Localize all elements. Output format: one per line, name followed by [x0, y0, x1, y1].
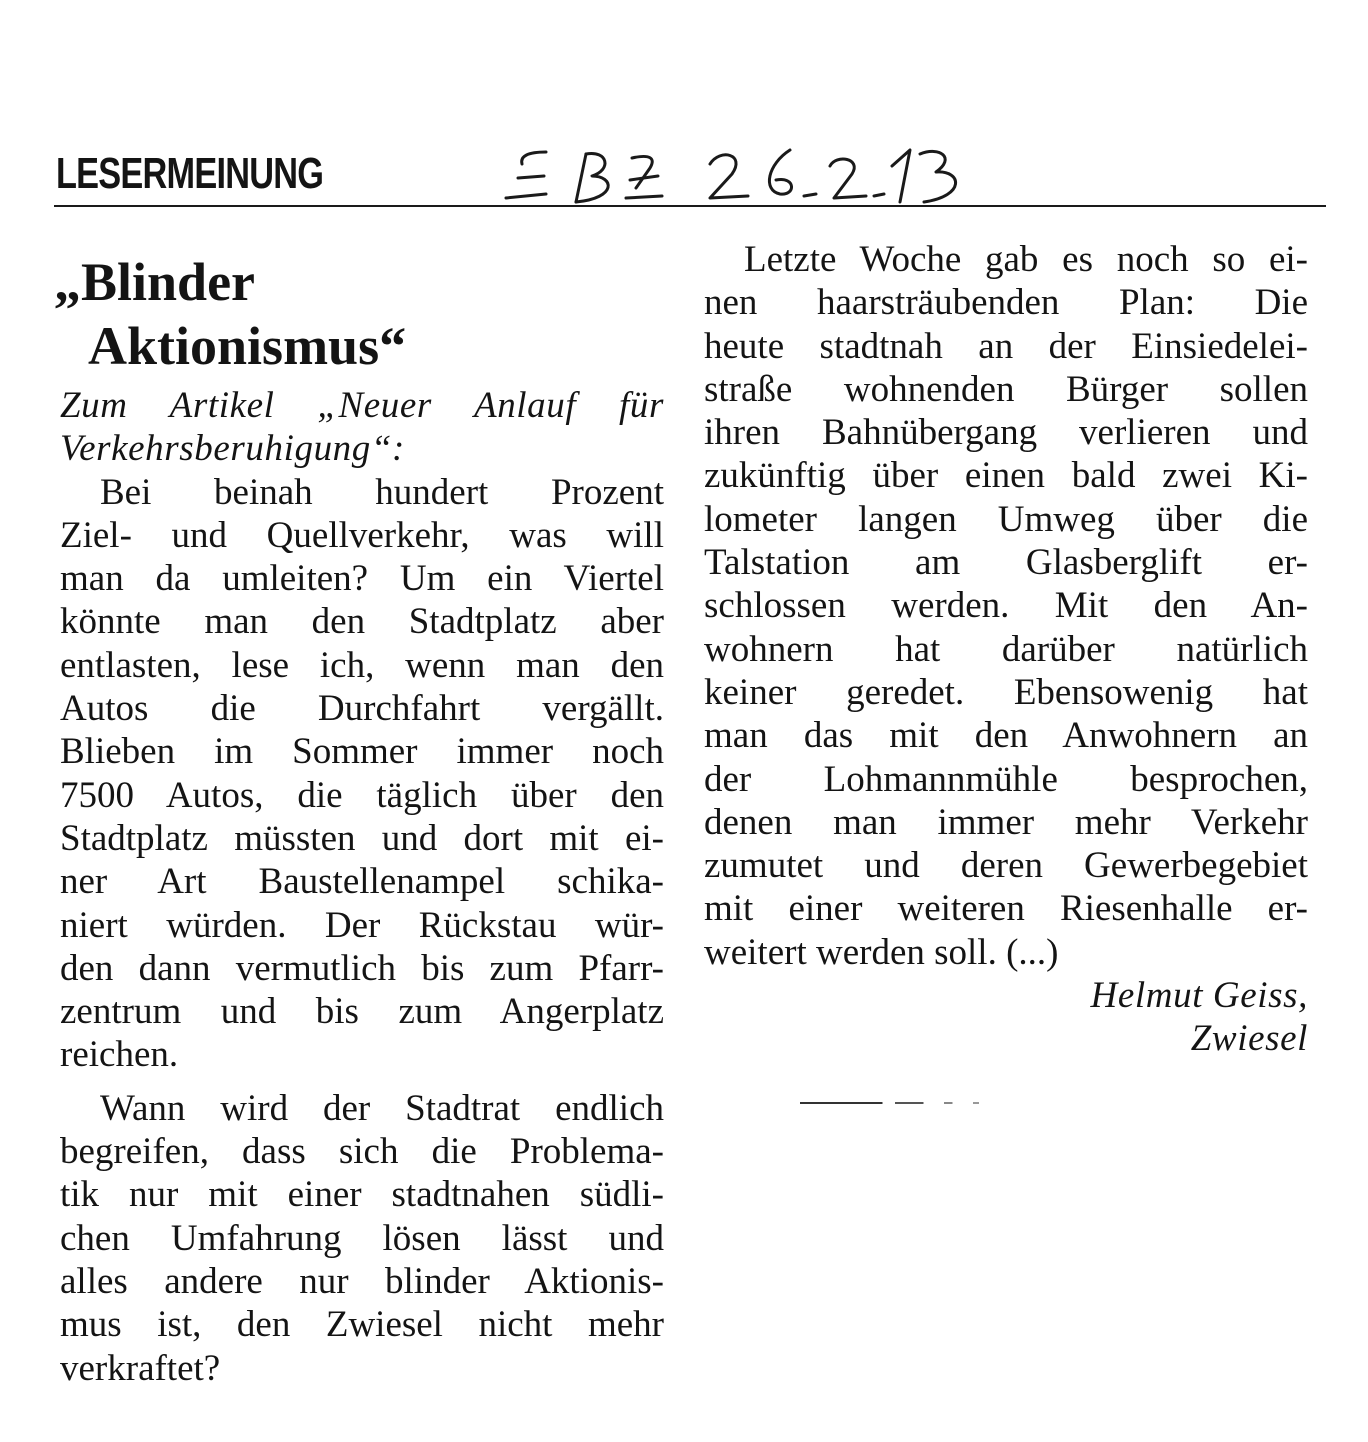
- text-line: den dann vermutlich bis zum Pfarr-: [60, 947, 664, 989]
- text-line: der Lohmannmühle besprochen,: [704, 758, 1308, 800]
- scan-artifact-line: [800, 1102, 1006, 1104]
- header-rule: [54, 205, 1326, 207]
- text-line: chen Umfahrung lösen lässt und: [60, 1217, 664, 1259]
- text-line: Stadtplatz müssten und dort mit ei-: [60, 817, 664, 859]
- text-line: weitert werden soll. (...): [704, 931, 1059, 973]
- text-line: mus ist, den Zwiesel nicht mehr: [60, 1304, 664, 1346]
- text-line: alles andere nur blinder Aktionis-: [60, 1260, 664, 1302]
- text-line: lometer langen Umweg über die: [704, 498, 1308, 540]
- text-line: man das mit den Anwohnern an: [704, 715, 1308, 757]
- text-line: heute stadtnah an der Einsiedelei-: [704, 325, 1308, 367]
- text-line: Bei beinah hundert Prozent: [100, 471, 664, 513]
- headline-line: Aktionismus“: [88, 316, 407, 376]
- text-line: schlossen werden. Mit den An-: [704, 585, 1308, 627]
- text-line: 7500 Autos, die täglich über den: [60, 774, 664, 816]
- left-column: [60, 384, 664, 1390]
- reference-line: Verkehrsberuhigung“:: [60, 428, 405, 470]
- handwritten-date-drawing: [500, 140, 980, 210]
- text-line: keiner geredet. Ebensowenig hat: [704, 671, 1308, 713]
- text-line: verkraftet?: [60, 1347, 221, 1389]
- author-name: Helmut Geiss,: [1090, 975, 1308, 1017]
- text-line: zentrum und bis zum Angerplatz: [60, 991, 664, 1033]
- text-line: Autos die Durchfahrt vergällt.: [60, 688, 664, 730]
- text-line: zukünftig über einen bald zwei Ki-: [704, 455, 1308, 497]
- text-line: tik nur mit einer stadtnahen südli-: [60, 1174, 664, 1216]
- handwritten-date-note: [500, 140, 980, 210]
- author-location: Zwiesel: [1190, 1018, 1308, 1060]
- text-line: ner Art Baustellenampel schika-: [60, 861, 664, 903]
- text-line: man da umleiten? Um ein Viertel: [60, 558, 664, 600]
- section-heading: LESERMEINUNG: [56, 149, 324, 198]
- text-line: denen man immer mehr Verkehr: [704, 801, 1308, 843]
- text-line: wohnern hat darüber natürlich: [704, 628, 1308, 670]
- text-line: zumutet und deren Gewerbegebiet: [704, 845, 1308, 887]
- text-line: könnte man den Stadtplatz aber: [60, 601, 664, 643]
- text-line: Blieben im Sommer immer noch: [60, 731, 664, 773]
- text-line: reichen.: [60, 1034, 179, 1076]
- text-line: straße wohnenden Bürger sollen: [704, 368, 1308, 410]
- text-line: Wann wird der Stadtrat endlich: [100, 1087, 664, 1129]
- reference-line: Zum Artikel „Neuer Anlauf für: [60, 385, 664, 426]
- text-line: entlasten, lese ich, wenn man den: [60, 644, 664, 686]
- headline-line: „Blinder: [54, 252, 256, 312]
- article-headline: [54, 250, 664, 378]
- text-line: mit einer weiteren Riesenhalle er-: [704, 888, 1308, 930]
- text-line: Talstation am Glasberglift er-: [704, 542, 1308, 584]
- text-line: Ziel- und Quellverkehr, was will: [60, 514, 664, 556]
- text-line: niert würden. Der Rückstau wür-: [60, 904, 664, 946]
- text-line: nen haarsträubenden Plan: Die: [704, 282, 1308, 324]
- right-column: [704, 238, 1308, 1061]
- text-line: ihren Bahnübergang verlieren und: [704, 412, 1308, 454]
- text-line: Letzte Woche gab es noch so ei-: [744, 239, 1308, 280]
- text-line: begreifen, dass sich die Problema-: [60, 1131, 664, 1173]
